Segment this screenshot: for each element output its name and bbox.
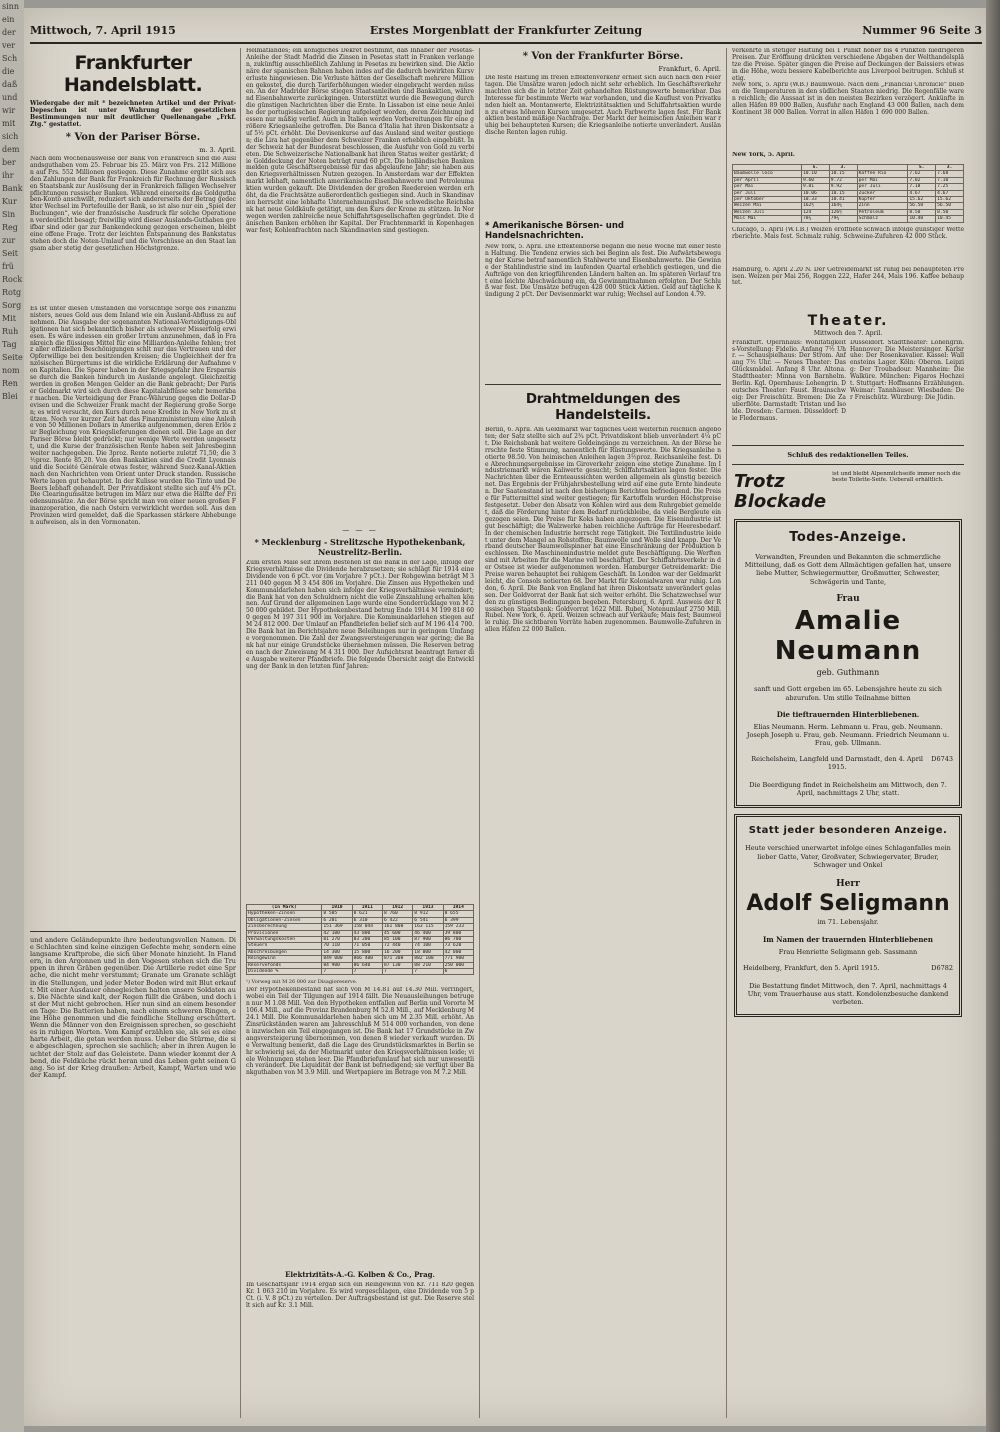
table-cell: 85 100: [382, 937, 412, 943]
table-cell: 10.41: [829, 197, 857, 203]
section-title: * Amerikanische Börsen- und Handelsnachrichten.: [485, 221, 624, 241]
table-cell: Schmalz: [857, 216, 908, 222]
strip-fragment: die: [2, 67, 15, 76]
table-cell: Verwaltungskosten: [247, 937, 322, 943]
table-cell: 161 800: [382, 924, 412, 930]
table-cell: 10.10: [801, 171, 829, 177]
divider: [485, 384, 721, 385]
table-cell: 10.33: [801, 197, 829, 203]
strip-fragment: zur: [2, 236, 16, 245]
financial-table: [246, 904, 474, 975]
dateline: Frankfurt, 6. April.: [658, 65, 721, 73]
table-cell: per Oktober: [733, 197, 802, 203]
table-cell: 9.60: [801, 177, 829, 183]
table-cell: per Mai: [733, 184, 802, 190]
article-text: Helmatlandes; ein königliches Dekret bestimmt, daß Inhaber der Pesetas-Anleihe der Stadt Madrid die Zinsen in Pesetas statt in Franken verlangen, zukünftig ausschließlich Zahlung in Pesetas zu bewirken sind. Die Aktionäre der spanischen Bahnen haben indes auf die dadurch bewirkten Kursverluste hingewiesen. Die Verluste hätten der Gesellschaft mehrere Millionen gekostet, die durch Tariferhöhungen wieder eingebracht werden müssen. An der Madrider Börse stiegen Staatsanleihen und Bankaktien, während Eisenbahnwerte zurückgingen. Unterstützt wurde die Bewegung durch die günstigen Nachrichten über die Ernte. In Lissabon ist eine neue Anleihe der portugiesischen Regierung aufgelegt worden, deren Zeichnung indessen nur mäßig verlief. Auch in Italien werden Vorbereitungen für eine größere Kriegsanleihe getroffen. Die Banca d'Italia hat ihren Diskontsatz auf 5½ pCt. erhöht. Die Devisenkurse auf das Ausland sind weiter gestiegen; die Lira hat gegenüber dem Schweizer Franken erheblich eingebüßt. In der Schweiz hat der Bundesrat beschlossen, die Ausfuhr von Gold zu verbieten. Die Schweizerische Nationalbank hat ihren Status weiter gestärkt; die Golddeckung der Noten beträgt rund 60 pCt. Die holländischen Banken melden gute Geschäftsergebnisse für das abgelaufene Jahr; sie haben aus den Kriegsverhältnissen Nutzen gezogen. In Amsterdam war der Effektenmarkt lebhaft, namentlich amerikanische Eisenbahnwerte und Petroleumaktien wurden gekauft. Die Dividenden der großen Reedereien werden erhöht, da die Frachtsätze außerordentlich gestiegen sind. Auch in Skandinavien herrscht eine lebhafte Unternehmungslust. Die schwedische Reichsbank hat neue Goldkäufe getätigt, um den Kurs der Krone zu stützen. In Norwegen werden zahlreiche neue Schiffahrtsgesellschaften gegründet. Die dänischen Banken erhöhen ihr Kapital. Der Frachtenmarkt in Kopenhagen war fest; Kohlenfrachten nach Skandinavien sind gestiegen.: [246, 48, 474, 234]
notice-title: Todes-Anzeige.: [789, 529, 907, 545]
table-cell: 70 110: [322, 943, 352, 949]
table-cell: Petroleum: [857, 209, 908, 215]
table-cell: Baumwolle loco: [733, 171, 802, 177]
page-edge-shadow: [986, 0, 1000, 1432]
strip-fragment: frü: [2, 262, 14, 271]
section-headline: Drahtmeldungen des Handelsteils.: [525, 391, 681, 423]
table-header-cell: (In Mark): [247, 905, 322, 911]
notice-code: D6782: [931, 963, 953, 972]
soap-advertisement: [732, 471, 964, 513]
deceased-name: Amalie Neumann: [774, 606, 922, 667]
strip-fragment: daß: [2, 80, 18, 89]
strip-fragment: Kur: [2, 197, 17, 206]
table-cell: 7: [413, 969, 443, 975]
mourners-list: Frau Henriette Seligmann geb. Sassmann: [778, 947, 918, 956]
notice-signature: [743, 964, 953, 972]
table-cell: 72 440: [382, 943, 412, 949]
table-cell: 10.15: [829, 171, 857, 177]
table-cell: 4.67: [936, 190, 964, 196]
header-date: Mittwoch, 7. April 1915: [30, 24, 176, 37]
table-header-cell: 5.: [908, 165, 936, 171]
table-cell: 45 600: [382, 930, 412, 936]
table-cell: 84 900: [322, 962, 352, 968]
notice-place-date: Reichelsheim, Langfeld und Darmstadt, den 4. April 1915.: [751, 755, 923, 772]
table-cell: 78¼: [801, 216, 829, 222]
article-body: Hamburg, 6. April 2.20 N. Der Getreidemarkt ist ruhig bei behaupteten Preisen. Weizen per Mai 256, Roggen 222, Hafer 244, Mais 196. Kaffee behauptet.: [732, 266, 964, 287]
theater-heading: Theater.: [807, 312, 889, 329]
ad-headline: Trotz Blockade: [734, 470, 827, 512]
table-cell: 16 200: [382, 949, 412, 955]
maiden-name: geb. Guthmann: [816, 668, 880, 678]
table-cell: 162½: [801, 203, 829, 209]
table-cell: 42 000: [443, 949, 473, 955]
market-table: [732, 164, 964, 223]
table-cell: 6 399: [443, 917, 473, 923]
section-title: * Von der Pariser Börse.: [65, 132, 201, 143]
table-cell: per April: [733, 177, 802, 183]
table-cell: 88 210: [413, 962, 443, 968]
table-cell: Zinn: [857, 203, 908, 209]
table-cell: 7: [322, 969, 352, 975]
funeral-note: Die Beerdigung findet in Reichelsheim am Mittwoch, den 7. April, nachmittags 2 Uhr, statt.: [749, 781, 947, 798]
strip-fragment: ein: [2, 15, 15, 24]
table-cell: 87 130: [382, 962, 412, 968]
table-cell: Reservefonds: [247, 962, 322, 968]
table-cell: 871 300: [382, 956, 412, 962]
table-cell: 866 400: [352, 956, 382, 962]
table-cell: 126½: [829, 209, 857, 215]
column-rule: [726, 48, 727, 1418]
section-title: * Mecklenburg - Strelitzsche Hypothekenbank, Neustrelitz-Berlin.: [254, 537, 466, 557]
table-cell: 8 912: [413, 911, 443, 917]
strip-fragment: nom: [2, 366, 20, 375]
strip-fragment: wir: [2, 106, 16, 115]
article-body: Die feste Haltung im freien Effektenverkehr erhielt sich auch nach den Feiertagen. Die Umsätze waren jedoch nicht sehr erheblich. Im Geschäftsverkehr machten sich die in letzter Zeit gehandelten Rüstungswerte bemerkbar. Das Interesse für bestimmte Werte war vorhanden, und die Kauflust von Privatkunden hielt an. Montanwerte, Elektrizitätsaktien und Schiffahrtsaktien wurden zu etwas höheren Kursen umgesetzt. Auch Farbwerte lagen fest. Für Bankaktien bestand mäßige Nachfrage. Der Markt der heimischen Anleihen war ruhig bei behaupteten Kursen; die Kriegsanleihe notierte unverändert. Ausländische Renten lagen ruhig.: [485, 75, 721, 137]
table-cell: 8 760: [382, 911, 412, 917]
column-2: [246, 48, 474, 1342]
table-cell: 74 100: [413, 943, 443, 949]
table-cell: 6 422: [382, 917, 412, 923]
strip-fragment: ber: [2, 158, 16, 167]
strip-fragment: Blei: [2, 392, 18, 401]
table-cell: 18 000: [413, 949, 443, 955]
table-cell: 882 100: [413, 956, 443, 962]
table-cell: 9.81: [801, 184, 829, 190]
table-cell: 71 050: [352, 943, 382, 949]
ad-text: ist und bleibt Alpenmilchseife immer noch die beste Toilette-Seife. Ueberall erhältlich.: [832, 470, 961, 483]
notice-place-date: Heidelberg, Frankfurt, den 5. April 1915.: [743, 963, 880, 972]
section-title: * Von der Frankfurter Börse.: [522, 51, 684, 62]
notice-salutation: Frau: [836, 594, 860, 605]
deceased-age: im 71. Lebensjahr.: [817, 918, 879, 927]
table-cell: 7.25: [936, 184, 964, 190]
table-header-cell: 1912: [382, 905, 412, 911]
table-header-cell: 1911: [352, 905, 382, 911]
mourners-label: Die tieftrauernden Hinterbliebenen.: [776, 710, 920, 720]
theater-list-left: Frankfurt. Opernhaus: Wohltätigkeits-Vorstellung: Fidelio. Anfang 7½ Uhr. — Schauspielhaus: Der Strom. Anfang 7½ Uhr. — Neues Theater: Das Glücksmädel. Anfang 8 Uhr. Altona. Stadttheater: Minna von Barnhelm. Berlin. Kgl. Opernhaus: Lohengrin. Deutsches Theater: Faust. Braunschweig: Der Freischütz. Bremen: Die Zauberflöte. Darmstadt: Tristan und Isolde. Dresden: Carmen. Düsseldorf: Die Fledermaus.: [732, 339, 846, 422]
divider: [732, 445, 964, 446]
deceased-name: Adolf Seligmann: [746, 891, 950, 917]
table-cell: per Mai: [857, 177, 908, 183]
table-cell: 7.18: [908, 184, 936, 190]
table-cell: 771 900: [443, 956, 473, 962]
strip-fragment: Seite: [2, 353, 23, 362]
strip-fragment: Bank: [2, 184, 23, 193]
header-page-number: Nummer 96 Seite 3: [862, 24, 982, 37]
table-cell: per Juli: [733, 190, 802, 196]
table-cell: Hypotheken-Zinsen: [247, 911, 322, 917]
table-cell: Weizen Juli: [733, 209, 802, 215]
table-cell: 86 700: [443, 937, 473, 943]
mourners-list: Elias Neumann. Herm. Lehmann u. Frau, geb. Neumann. Joseph Joseph u. Frau, geb. Neumann. Friedrich Neumann u. Frau, geb. Ullmann.: [746, 723, 950, 748]
table-cell: Mais Mai: [733, 216, 802, 222]
table-cell: 8 505: [322, 911, 352, 917]
strip-fragment: Sch: [2, 54, 18, 63]
editorial-end-note: Schluß des redaktionellen Teiles.: [787, 450, 909, 459]
table-cell: 158 044: [352, 924, 382, 930]
divider: [732, 464, 964, 465]
table-cell: 73 620: [443, 943, 473, 949]
table-cell: 39 800: [443, 930, 473, 936]
article-body: Der Hypothekenbestand hat sich von M 14.81 auf 14.30 Mill. verringert, wobei ein Teil der Tilgungen auf 1914 fällt. Die Neuausleihungen betrugen nur M 1.08 Mill. Von den Hypotheken entfallen auf Berlin und Vororte M 106.4 Mill., auf die Provinz Brandenburg M 52.8 Mill., auf Mecklenburg M 24.1 Mill. Die Kommunaldarlehen haben sich um M 2.35 Mill. erhöht. An Zinsrückständen waren am Jahresschluß M 514 000 vorhanden, von denen inzwischen ein Teil eingegangen ist. Die Bank hat 17 Grundstücke in Zwangsversteigerung übernommen, von denen 8 wieder verkauft wurden. Die Verwaltung bemerkt, daß die Lage des Grundstücksmarktes in Berlin sehr schwierig sei, da der Mietmarkt unter den Kriegsverhältnissen leide; viele Wohnungen stehen leer. Die Pfandbriefumlauf hat sich nur unwesentlich verändert. Die Liquidität der Bank ist befriedigend; sie verfügt über Bankguthaben von M 3.9 Mill. und Wertpapiere im Betrage von M 7.2 Mill.: [246, 987, 474, 1077]
table-cell: 8 621: [352, 911, 382, 917]
table-cell: 14 300: [322, 949, 352, 955]
table-cell: 10.40: [908, 216, 936, 222]
reprint-note: Wiedergabe der mit * bezeichneten Artikel und der Privat-Depeschen ist unter Wahrung der gesetzlichen Bestimmungen nur mit deutlicher Quellenangabe „Frkf. Ztg.“ gestattet.: [30, 100, 236, 128]
table-cell: 159 233: [443, 924, 473, 930]
table-cell: Kaffee Rio: [857, 171, 908, 177]
table-cell: 6 541: [413, 917, 443, 923]
masthead: Frankfurter Handelsblatt.: [63, 52, 203, 96]
table-cell: 56.50: [936, 203, 964, 209]
notice-code: D6743: [931, 755, 953, 764]
table-cell: Kupfer: [857, 197, 908, 203]
table-cell: Weizen Mai: [733, 203, 802, 209]
table-cell: 7.62: [908, 171, 936, 177]
table-cell: 83 200: [352, 937, 382, 943]
table-cell: 87 900: [413, 937, 443, 943]
article-body: Es ist unter diesen Umständen die vorsichtige Sorge des Finanzministers, neues Gold aus dem Inland wie ein Ausland-Abfluss zu aufnehmen. Die Ausgabe der sogenannten National-Verteidigungs-Obligationen hat sich bekanntlich bisher als schwerer Misserfolg erwiesen. Es wäre indessen ein großer Irrtum anzunehmen, daß in Frankreich die flüssigen Mittel für eine Milliarden-Anleihe fehlen; trotz aller offiziellen Beschönigungen schlt nur das Vertrauen und der Opferwillige bei den besitzenden Kreisen; die Ungleichheit der französischen Bürgertums ist die wirkliche Erklärung der Aufnahme von Kapitalien. Die Sparer haben in der Kriegsgefahr ihre Ersparnisse durch die Banken hindurch im Auslande angelegt. Gleichzeitig werden in großen Mengen Gelder an die Bank gebracht; Der Pariser Geldmarkt wird sich durch diese Kapitalabflüsse sehr bemerkbar machen. Die Verteidigung der Franc-Währung gegen die Dollar-Devisen und die Schweizer Frank macht der Regierung große Sorgen; es wird versucht, den Kurs durch neue Kredite in New York zu stützen. Noch vor kurzer Zeit hat das Finanzministerium eine Anleihe von 50 Millionen Dollars in Amerika aufgenommen, deren Erlös zur Begleichung von Kriegslieferungen dienen soll. Die Lage an der Pariser Börse bleibt gedrückt; nur wenige Werte werden umgesetzt, und die Kurse der französischen Rente haben seit Jahresbeginn weiter nachgegeben. Die 3proz. Rente notierte zuletzt 71,50; die 3½proz. Rente 85,20. Von den Bankaktien sind die Credit Lyonnais und die Société Générale etwas fester, während Suez-Kanal-Aktien nach den Nachrichten vom Orient unter Druck standen. Russische Werte lagen gut behauptet. In der Kulisse wurden Rio Tinto und De Beers lebhaft gehandelt. Der Privatdiskont stellte sich auf 4⅝ pCt. Die Clearingumsätze betrugen im März nur etwa die Hälfte der Friedensumsätze. An der Börse spricht man von einer neuen großen Finanzoperation, die nach Ostern verwirklicht werden soll. Aus den Provinzen wird gemeldet, daß die Sparkassen stärkere Abhebungen aufweisen, als in den Vormonaten.: [30, 306, 236, 527]
article-body: New York, 5. April (W.B.) Baumwolle. Nach dem „Financial Chronicle“ blieben die Temperaturen in den südlichen Staaten niedrig. Die Regenfälle waren reichlich; die Aussaat ist in den meisten Bezirken verzögert. Ankünfte in allen Häfen 89 000 Ballen, Ausfuhr nach England 43 000 Ballen, nach dem Kontinent 38 000 Ballen. Vorrat in allen Häfen 1 690 000 Ballen.: [732, 82, 964, 116]
table-cell: 164¼: [829, 203, 857, 209]
strip-fragment: ver: [2, 41, 16, 50]
table-cell: 81 270: [322, 937, 352, 943]
mourners-label: Im Namen der trauernden Hinterbliebenen: [763, 934, 933, 944]
strip-fragment: Sorg: [2, 301, 22, 310]
theater-list-right: Düsseldorf. Stadttheater: Lohengrin. Hannover: Die Meistersinger. Karlsruhe: Der Rosenkavalier. Kassel: Wallensteins Lager. Köln: Oberon. Leipzig: Der Troubadour. Mannheim: Die Walküre. München: Figaros Hochzeit. Stuttgart: Hoffmanns Erzählungen. Weimar: Tannhäuser. Wiesbaden: Der Freischütz. Würzburg: Die Jüdin.: [850, 339, 964, 401]
table-cell: 250 000: [443, 962, 473, 968]
strip-fragment: sinn: [2, 2, 19, 11]
table-cell: 6 310: [352, 917, 382, 923]
page-header: [30, 22, 982, 44]
separator-ornament: — — —: [342, 526, 378, 534]
table-row: [247, 969, 474, 975]
newspaper-page: [24, 8, 986, 1426]
strip-fragment: und: [2, 93, 18, 102]
table-cell: Provisionen: [247, 930, 322, 936]
table-cell: 8.50: [908, 209, 936, 215]
table-cell: 15.62: [908, 197, 936, 203]
table-row: [733, 216, 964, 222]
notice-text: sanft und Gott ergeben im 65. Lebensjahre heute zu sich abzurufen. Um stille Teilnahme bitten: [754, 685, 942, 702]
strip-fragment: ihr: [2, 171, 14, 180]
table-cell: 42 100: [322, 930, 352, 936]
table-cell: 163 115: [413, 924, 443, 930]
table-cell: Zinsberechnung: [247, 924, 322, 930]
table-footnote: ¹) Vorweg mit M 26 000 zur Disagioreserve.: [246, 979, 358, 986]
table-cell: Zucker: [857, 190, 908, 196]
table-cell: 15.62: [936, 197, 964, 203]
table-header-cell: 1910: [322, 905, 352, 911]
table-header-cell: 3.: [829, 165, 857, 171]
divider: [30, 931, 236, 932]
table-cell: 7: [352, 969, 382, 975]
strip-fragment: Tag: [2, 340, 17, 349]
table-cell: Obligationen-Zinsen: [247, 917, 322, 923]
column-3: [485, 48, 721, 1327]
table-cell: 7.02: [908, 177, 936, 183]
strip-fragment: Rock: [2, 275, 23, 284]
strip-fragment: Ruh: [2, 327, 19, 336]
death-notice-neumann: [734, 519, 962, 808]
table-cell: Reingewinn: [247, 956, 322, 962]
table-cell: 8.50: [936, 209, 964, 215]
column-rule: [479, 48, 480, 1418]
table-cell: 43 800: [352, 930, 382, 936]
strip-fragment: Reg: [2, 223, 18, 232]
section-title: Elektrizitäts-A.-G. Kolben & Co., Prag.: [285, 1270, 435, 1280]
table-header-cell: 3.: [936, 165, 964, 171]
column-rule: [240, 48, 241, 1418]
notice-salutation: Herr: [836, 879, 860, 890]
notice-signature: [743, 755, 953, 771]
table-cell: 151 369: [322, 924, 352, 930]
table-header-cell: 1914: [443, 905, 473, 911]
table-cell: 10.45: [936, 216, 964, 222]
table-cell: 79¼: [829, 216, 857, 222]
strip-fragment: dem: [2, 145, 20, 154]
article-lead: Nach dem Wochenausweise der Bank von Frankreich sind die Auslandsguthaben vom 25. Februar bis 25. März von Frs. 212 Millionen auf Frs. 552 Millionen gestiegen. Diese Zunahme ergibt sich aus den Zahlungen der Bank für Frankreich für Rechnung der Russischen Staatsbank zur Auslösung der in Frankreich fälligen Wechselverpflichtungen russischer Banken. Während einerseits das Goldguthaben-Konto anschwillt, reduziert sich andererseits der Betrag gedeckter Wechsel im Portefeuille der Bank, so ist also nur ein „Spiel der Buchungen“, wie der französische Ausdruck für solche Operationen verdeutlicht besagt; freiwillig wird dieser Auslands-Guthaben greifbar sind oder gar zur Bankendeckung gezogen erscheinen, bleibt eine offene Frage. Trotz der leichten Entspannung des Bankstatus stehen doch die Noten-Umlauf und die Vorschüsse an den Staat langsam aber stetig der gesetzlichen Höchstgrenze.: [30, 156, 236, 252]
strip-fragment: Mit: [2, 314, 16, 323]
header-title: Erstes Morgenblatt der Frankfurter Zeitung: [369, 24, 643, 37]
notice-title: Statt jeder besonderen Anzeige.: [748, 825, 948, 837]
table-cell: Steuern: [247, 943, 322, 949]
article-body: Berlin, 6. April. Am Geldmarkt war tägliches Geld weiterhin reichlich angeboten; der Satz stellte sich auf 2¾ pCt. Privatdiskont blieb unverändert 4¼ pCt. Die Reichsbank hat weitere Goldeingänge zu verzeichnen. An der Börse herrschte feste Stimmung, namentlich für Rüstungswerte. Die Kriegsanleihe notierte 98.50. Von heimischen Anleihen lagen 3½proz. Reichsanleihe fest. Die Abrechnungsergebnisse im Giroverkehr zeigen eine stetige Zunahme. Im Industriemarkt waren Kaliwerte gesucht; Schiffahrtsaktien lagen fester. Die Nachrichten über die Ernteaussichten werden allgemein als günstig bezeichnet. Das Ergebnis der Frühjahrsbestellung wird auf eine gute Ernte hindeuten. Der Saatenstand ist nach den bisherigen Berichten befriedigend. Die Preise für Futtermittel sind weiter gestiegen; für Kartoffeln wurden Höchstpreise festgesetzt. Ueber den Absatz von Kohlen wird aus dem Ruhrgebiet gemeldet, daß die Förderung hinter dem Bedarf zurückbleibe, da viele Bergleute eingezogen seien. Die Preise für Koks haben angezogen. Die Eisenindustrie ist gut beschäftigt; die Walzwerke haben reichliche Aufträge für Heeresbedarf. In der chemischen Industrie herrscht rege Tätigkeit. Die Textilindustrie leidet unter dem Mangel an Rohstoffen; Baumwolle und Wolle sind knapp. Der Verband deutscher Baumwollspinner hat eine Einschränkung der Produktion beschlossen. Die Maschinenindustrie meldet gute Beschäftigung. Die Werften sind mit Arbeiten für die Marine voll beschäftigt. Der Schiffahrtsverkehr in der Ostsee ist wieder aufgenommen worden. Hamburger Getreidemarkt: Die Preise waren behauptet bei ruhigem Geschäft. In London war der Geldmarkt leicht, die Consols notierten 68. Der Markt für Kolonialwaren war ruhig. London, 6. April. Die Bank von England hat ihren Diskontsatz unverändert gelassen. Der Goldvorrat der Bank hat sich weiter erhöht. Die Schatzwechsel wurden zu günstigen Bedingungen begeben. Petersburg, 6. April. Ausweis der Russischen Staatsbank: Goldvorrat 1622 Mill. Rubel, Notenumlauf 2750 Mill. Rubel. New York, 6. April. Weizen schwach auf Verkäufe; Mais fest; Baumwolle ruhig. Die sichtbaren Vorräte haben zugenommen. Baumwolle-Zufuhren in allen Häfen 22 000 Ballen.: [485, 427, 721, 634]
feuilleton-text: und andere Geländepunkte ihre bedeutungsvollen Namen. Die Schlachten sind keine einzigen Gefechte mehr, sondern eine langsame Kraftprobe, die sich über Monate hinzieht. In Flandern, in den Argonnen und in den Vogesen stehen sich die Truppen in ihren Gräben gegenüber. Die Artillerie redet eine Sprache, die nicht mehr verstummt; Granate um Granate schlägt in die Stellungen, und jeder Meter Boden wird mit Blut erkauft. Mit einer Ausdauer ohnegleichen halten unsere Soldaten aus. Die Nächte sind kalt, der Regen füllt die Gräben, und doch ist der Mut nicht gebrochen. Hier nun sind an einem besonderen Tage: Die Batterien haben, nach einem schweren Ringen, eine Höhe genommen und die feindliche Stellung erschüttert. Wenn die Männer von den Ereignissen sprechen, so geschieht es in ruhigen Worten. Vom Kampf erzählen sie, als sei es eine harte Arbeit, die getan werden muss. Ueber die Stürme, die sie abgeschlagen, sprechen sie sachlich; aber in ihren Augen leuchtet der Stolz auf das Geleistete. Dann wieder kommt der Abend, die Feldküche rückt heran und das Leben geht seinen Gang. So ist der Krieg draußen: Arbeit, Kampf, Warten und wieder Kampf.: [30, 937, 236, 1079]
table-cell: Abschreibungen: [247, 949, 322, 955]
table-cell: Dividende %: [247, 969, 322, 975]
table-cell: 7: [382, 969, 412, 975]
death-notice-seligmann: [734, 814, 962, 1017]
table-cell: 7.68: [936, 171, 964, 177]
article-body: Im Geschäftsjahr 1914 ergab sich ein Reingewinn von Kr. 711 820 gegen Kr. 1 063 210 im Vorjahre. Es wird vorgeschlagen, eine Dividende von 5 pCt. (i. V. 8 pCt.) zu verteilen. Der Auftragsbestand ist gut. Die Reserve stellt sich auf Kr. 3.1 Mill.: [246, 1282, 474, 1310]
funeral-note: Die Bestattung findet Mittwoch, den 7. April, nachmittags 4 Uhr, vom Trauerhause aus statt. Kondolenzbesuche dankend verbeten.: [747, 981, 949, 1006]
table-cell: 10.15: [829, 190, 857, 196]
adjacent-page-strip: [0, 0, 24, 1432]
theater-date: Mittwoch den 7. April.: [813, 329, 883, 337]
table-cell: 86 640: [352, 962, 382, 968]
article-body: New York, 5. April. Die Effektenbörse begann die neue Woche mit einer festen Haltung. Die Tendenz erwies sich bei Beginn als fest. Die Aufwärtsbewegung der Kurse betraf namentlich Stahlwerte und Eisenbahnwerte. Die Gewinne der Stahlindustrie sind im laufenden Quartal erheblich gestiegen, und die Aufträge von den kriegführenden Ländern halten an. Im späteren Verlauf trat eine leichte Abschwächung ein, da Gewinnmitnahmen erfolgten. Der Schluß war fest. Die Umsätze betrugen 428 000 Stück Aktien. Geld auf tägliche Kündigung 2 pCt. Der Devisenmarkt war ruhig; Wechsel auf London 4.79.: [485, 244, 721, 299]
table-cell: 56.50: [908, 203, 936, 209]
strip-fragment: sich: [2, 132, 19, 141]
theater-listings: [732, 340, 964, 440]
dateline: m. 3. April.: [199, 146, 236, 154]
table-header-cell: 1913: [413, 905, 443, 911]
table-label: New York, 5. April.: [732, 152, 795, 158]
column-4: [732, 48, 964, 1023]
table-cell: per Juli: [857, 184, 908, 190]
table-cell: 124: [801, 209, 829, 215]
article-text: verkehrte in stetiger Haltung bei 1 Punkt höher bis 4 Punkten niedrigeren Preisen. Zur Eröffnung drückten verschiedene Abgaben der Welthandelsplätze die Preise. Später gingen die Preise auf Deckungen der Baissiers etwas in die Höhe, wozu bessere Kabelberichte aus Liverpool beitrugen. Schluß stetig.: [732, 48, 964, 82]
table-cell: 7.10: [936, 177, 964, 183]
table-cell: 6: [443, 969, 473, 975]
table-cell: 46 400: [413, 930, 443, 936]
strip-fragment: Seit: [2, 249, 18, 258]
column-1: [30, 48, 236, 1417]
table-cell: 6 201: [322, 917, 352, 923]
article-body: Chicago, 5. April (W.T.B.) Weizen eröffnete schwach infolge günstiger Wetterberichte. Mais fest. Schmalz ruhig. Schweine-Zufuhren 42 000 Stück.: [732, 226, 964, 240]
notice-intro: Heute verschied unerwartet infolge eines Schlaganfalles mein lieber Gatte, Vater, Großvater, Schwiegervater, Bruder, Schwager und Onkel: [745, 844, 951, 869]
strip-fragment: Rotg: [2, 288, 22, 297]
table-cell: 10.06: [801, 190, 829, 196]
strip-fragment: der: [2, 28, 16, 37]
strip-fragment: Ren: [2, 379, 18, 388]
table-cell: 15 800: [352, 949, 382, 955]
strip-fragment: Sin: [2, 210, 16, 219]
table-cell: 849 000: [322, 956, 352, 962]
article-body: Zum ersten Male seit ihrem Bestehen ist die Bank in der Lage, infolge der Kriegsverhältnisse die Dividende herabzusetzen; sie schlägt für 1914 eine Dividende von 6 pCt. vor (im Vorjahre 7 pCt.). Der Rohgewinn beträgt M 3 211 040 gegen M 3 454 806 im Vorjahre. Die Zinsen aus Hypotheken und Kommunaldarlehen haben sich infolge der Kriegsverhältnisse vermindert; die Bank hat von den Schuldnern nicht die volle Zinszahlung erhalten können. Auf Grund der allgemeinen Lage wurde eine Sonderrücklage von M 250 000 gebildet. Der Hypothekenbestand betrug Ende 1914 M 199 818 600 gegen M 197 311 900 im Vorjahre. Die Kommunaldarlehen stiegen auf M 24 812 000. Der Umlauf an Pfandbriefen belief sich auf M 196 414 700. Die Bank hat im Berichtsjahre neue Beleihungen nur in geringem Umfange vorgenommen. Die Zahl der Zwangsversteigerungen war gering; die Bank hat nur einige Grundstücke übernehmen müssen. Die Reserven betragen nach der Zuweisung M 4 311 000. Der Aufsichtsrat beantragt ferner die Ausgabe weiterer Pfandbriefe. Die folgende Übersicht zeigt die Entwicklung der Bank in den letzten fünf Jahren:: [246, 560, 474, 670]
table-header-cell: 5.: [801, 165, 829, 171]
table-cell: 8 655: [443, 911, 473, 917]
table-cell: 9.72: [829, 177, 857, 183]
table-cell: 9.92: [829, 184, 857, 190]
notice-intro: Verwandten, Freunden und Bekannten die schmerzliche Mitteilung, daß es Gott dem Allmächtigen gefallen hat, unsere liebe Mutter, Schwiegermutter, Großmutter, Schwester, Schwägerin und Tante,: [744, 552, 952, 586]
table-cell: 4.67: [908, 190, 936, 196]
strip-fragment: mit: [2, 119, 16, 128]
